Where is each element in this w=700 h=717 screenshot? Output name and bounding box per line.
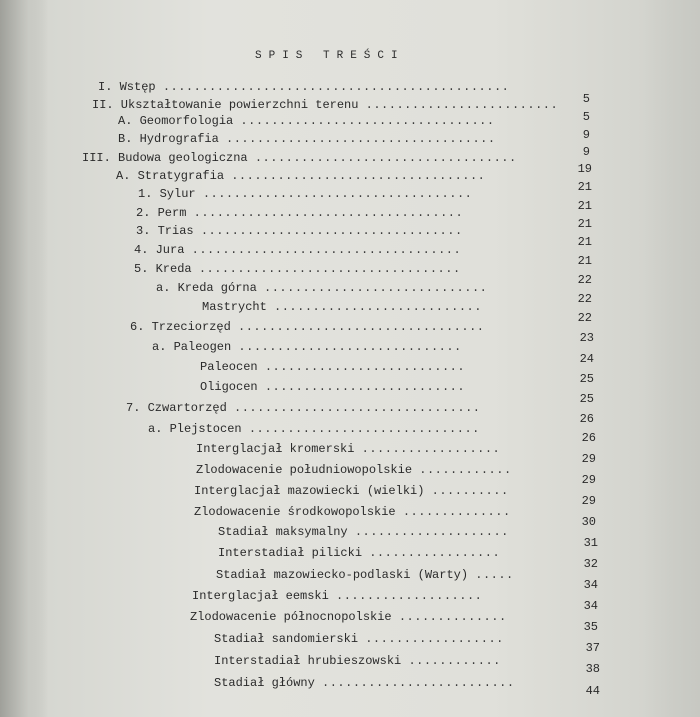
page-number: 5 [582, 92, 590, 106]
toc-entry: II. Ukształtowanie powierzchni terenu ......................... [92, 98, 559, 112]
toc-entry: Zlodowacenie środkowopolskie .............. [194, 505, 511, 519]
toc-entry: Interglacjał eemski ................... [192, 589, 483, 603]
page-number: 21 [577, 254, 592, 268]
page-number: 32 [583, 557, 598, 571]
page-number: 21 [577, 235, 592, 249]
page-number: 21 [577, 199, 592, 213]
page-number: 21 [577, 217, 592, 231]
toc-entry: Zlodowacenie południowopolskie ............ [196, 463, 512, 477]
page-edge-shadow [642, 0, 700, 717]
page-number: 35 [583, 620, 598, 634]
toc-entry: Mastrycht ........................... [202, 300, 482, 314]
page-binding-shadow [0, 0, 48, 717]
page-number: 26 [581, 431, 596, 445]
toc-entry: I. Wstęp ............................................. [98, 80, 510, 94]
toc-entry: 6. Trzeciorzęd ................................ [130, 320, 485, 334]
page-number: 25 [579, 372, 594, 386]
toc-entry: Interglacjał mazowiecki (wielki) .......... [194, 484, 509, 498]
page-number: 29 [581, 452, 596, 466]
toc-entry: Zlodowacenie północnopolskie .............. [190, 610, 507, 624]
toc-entry: Interstadiał hrubieszowski ............ [214, 654, 501, 668]
page-number: 44 [585, 684, 600, 698]
toc-entry: 1. Sylur ................................... [138, 187, 473, 201]
page-number: 22 [577, 292, 592, 306]
page-number: 22 [577, 311, 592, 325]
toc-entry: Stadiał sandomierski .................. [214, 632, 504, 646]
toc-entry: 2. Perm ................................... [136, 206, 464, 220]
page-number: 34 [583, 599, 598, 613]
toc-entry: 4. Jura ................................... [134, 243, 462, 257]
page-number: 26 [579, 412, 594, 426]
toc-entry: B. Hydrografia ................................... [118, 132, 496, 146]
toc-entry: Stadiał mazowiecko-podlaski (Warty) ..... [216, 568, 514, 582]
page-number: 22 [577, 273, 592, 287]
toc-entry: 7. Czwartorzęd ................................ [126, 401, 481, 415]
page-number: 9 [582, 128, 590, 142]
page-number: 38 [585, 662, 600, 676]
page-title: SPIS TREŚCI [255, 50, 405, 62]
page-number: 9 [582, 145, 590, 159]
page-number: 19 [577, 162, 592, 176]
toc-entry: 3. Trias .................................. [136, 224, 463, 238]
page-number: 23 [579, 331, 594, 345]
page-number: 25 [579, 392, 594, 406]
toc-entry: Oligocen .......................... [200, 380, 466, 394]
toc-entry: Stadiał maksymalny .................... [218, 525, 509, 539]
page-number: 31 [583, 536, 598, 550]
toc-entry: a. Plejstocen .............................. [148, 422, 480, 436]
toc-entry: Interstadiał pilicki ................. [218, 546, 501, 560]
page-number: 24 [579, 352, 594, 366]
toc-entry: Stadiał główny ......................... [214, 676, 515, 690]
page-number: 5 [582, 110, 590, 124]
toc-entry: Interglacjał kromerski .................. [196, 442, 501, 456]
toc-entry: a. Kreda górna ............................. [156, 281, 488, 295]
toc-entry: a. Paleogen ............................. [152, 340, 462, 354]
page-number: 29 [581, 473, 596, 487]
page-number: 29 [581, 494, 596, 508]
page-number: 21 [577, 180, 592, 194]
toc-entry: 5. Kreda .................................. [134, 262, 461, 276]
page-number: 30 [581, 515, 596, 529]
page-number: 37 [585, 641, 600, 655]
toc-entry: A. Stratygrafia ................................. [116, 169, 486, 183]
toc-entry: III. Budowa geologiczna .................................. [82, 151, 517, 165]
toc-entry: A. Geomorfologia ................................. [118, 114, 495, 128]
toc-entry: Paleocen .......................... [200, 360, 466, 374]
page-number: 34 [583, 578, 598, 592]
